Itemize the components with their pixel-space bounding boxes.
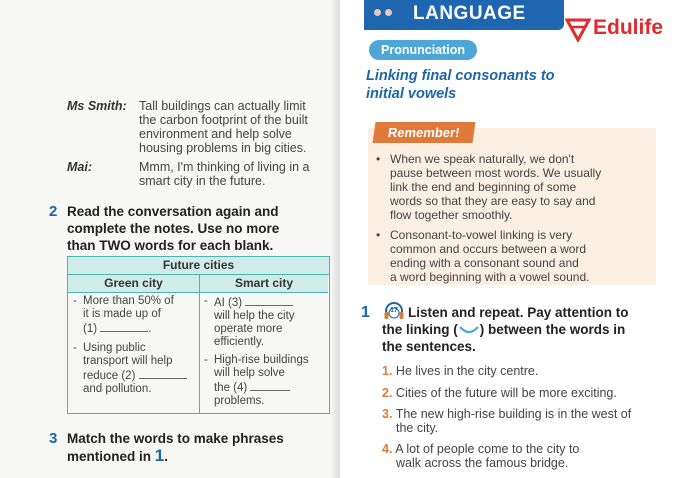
instruction-text: mentioned in <box>67 449 151 464</box>
instruction-line <box>67 447 332 465</box>
green-city-note-1 <box>73 295 197 337</box>
note-line: High-rise buildings <box>214 354 309 366</box>
speech-line: housing problems in big cities. <box>139 141 307 155</box>
note-line: problems. <box>214 395 265 407</box>
note-text <box>83 295 174 336</box>
bullet-line: pause between most words. We usually <box>390 166 602 180</box>
blank-number: the (4) <box>214 382 248 394</box>
bullet-text <box>390 228 648 284</box>
note-line: it is made up of <box>83 308 161 320</box>
note-text <box>214 295 295 349</box>
blank-number: (1) <box>83 323 98 335</box>
exercise-reference: 1 <box>154 446 165 465</box>
sentence-number: 3. <box>382 407 393 421</box>
dash-marker: - <box>73 342 77 354</box>
pronunciation-title <box>366 67 666 103</box>
sentence-number: 2. <box>382 386 393 400</box>
speech-text <box>139 160 335 188</box>
column-divider <box>199 275 200 413</box>
dash-marker: - <box>204 354 208 366</box>
exercise-1-number: 1 <box>361 304 370 321</box>
note-line: will help solve <box>214 367 285 379</box>
note-line-with-blank <box>214 295 295 310</box>
answer-blank-2[interactable] <box>139 368 187 379</box>
sentence-number: 4. <box>382 442 393 456</box>
punctuation: . <box>164 449 168 464</box>
remember-label: Remember! <box>373 122 475 143</box>
remember-box <box>368 125 656 285</box>
instruction-line <box>382 321 692 338</box>
bullet-line: link the end and beginning of some <box>390 180 577 194</box>
sentence-text: walk across the famous bridge. <box>396 456 569 470</box>
sentence-text: the city. <box>396 421 439 435</box>
section-title: LANGUAGE <box>413 3 526 24</box>
future-cities-table <box>67 256 330 414</box>
instruction-line: Match the words to make phrases <box>67 431 284 446</box>
audio-track-number: 17 <box>390 307 398 314</box>
bullet-line: Consonant-to-vowel linking is very <box>390 228 573 242</box>
pronunciation-label: Pronunciation <box>369 40 477 60</box>
sentence-2 <box>382 386 682 400</box>
dialogue-ms-smith <box>67 99 337 157</box>
sentence-1 <box>382 364 682 378</box>
left-page <box>0 0 340 478</box>
sentence-text: The new high-rise building is in the west of <box>395 407 632 421</box>
sentence-3 <box>382 407 682 435</box>
edulife-logo-icon <box>565 18 591 42</box>
note-line: efficiently. <box>214 336 265 348</box>
instruction-line: Listen and repeat. Pay attention to <box>408 305 629 320</box>
instruction-line: complete the notes. Use no more <box>67 221 280 236</box>
speech-line: Tall buildings can actually limit <box>139 99 306 113</box>
blank-number: reduce (2) <box>83 370 136 382</box>
logo-text: Edulife <box>593 16 664 39</box>
exercise-1-instruction <box>382 304 692 355</box>
table-title: Future cities <box>68 257 329 275</box>
punctuation: . <box>148 323 152 335</box>
note-text <box>83 342 187 396</box>
sentence-text: Cities of the future will be more exciting. <box>395 386 617 400</box>
column-header-green-city: Green city <box>68 275 200 293</box>
bullet-text <box>390 152 648 222</box>
dash-marker: - <box>204 295 208 307</box>
speech-line: the carbon footprint of the built <box>139 113 308 127</box>
speech-text <box>139 99 335 155</box>
note-line-with-blank <box>83 368 187 383</box>
note-line: Using public <box>83 342 146 354</box>
note-line: operate more <box>214 323 283 335</box>
smart-city-note-2 <box>204 354 328 410</box>
answer-blank-3[interactable] <box>245 295 293 306</box>
instruction-text: ) between the words in <box>479 322 626 337</box>
speech-line: Mmm, I'm thinking of living in a <box>139 160 310 174</box>
edulife-logo <box>565 16 700 46</box>
sentence-text: A lot of people come to the city to <box>395 442 580 456</box>
speech-line: environment and help solve <box>139 127 292 141</box>
note-line-with-blank <box>83 321 174 336</box>
bullet-line: a word beginning with a vowel sound. <box>390 270 590 284</box>
speaker-name: Ms Smith: <box>67 99 127 113</box>
sentence-text: He lives in the city centre. <box>395 364 539 378</box>
instruction-line: the sentences. <box>382 339 476 354</box>
dialogue-mai <box>67 160 337 190</box>
green-city-note-2 <box>73 342 197 398</box>
bullet-dot: • <box>376 228 381 242</box>
instruction-line: Read the conversation again and <box>67 204 279 219</box>
exercise-2-instruction <box>67 203 332 254</box>
title-line: initial vowels <box>366 86 457 102</box>
speech-line: smart city in the future. <box>139 174 266 188</box>
speaker-name: Mai: <box>67 160 92 174</box>
bullet-line: ending with a consonant sound and <box>390 256 579 270</box>
note-text <box>214 354 309 408</box>
exercise-3-number: 3 <box>49 430 58 447</box>
note-line: will help the city <box>214 310 295 322</box>
note-line: More than 50% of <box>83 295 174 307</box>
exercise-2-number: 2 <box>49 203 58 220</box>
dash-marker: - <box>73 295 77 307</box>
language-banner <box>364 0 564 30</box>
title-line: Linking final consonants to <box>366 68 555 84</box>
blank-number: AI (3) <box>214 297 243 309</box>
bullet-line: When we speak naturally, we don't <box>390 152 575 166</box>
answer-blank-1[interactable] <box>100 321 148 332</box>
bullet-dot: • <box>376 152 381 166</box>
exercise-3-instruction <box>67 430 332 465</box>
dot-decoration <box>385 9 392 16</box>
linking-mark-icon <box>458 325 480 335</box>
instruction-line: than TWO words for each blank. <box>67 238 274 253</box>
note-line-with-blank <box>214 380 309 395</box>
bullet-line: words so that they are easy to say and <box>390 194 596 208</box>
instruction-text: the linking ( <box>382 322 458 337</box>
smart-city-note-1 <box>204 295 328 351</box>
bullet-line: common and occurs between a word <box>390 242 587 256</box>
dot-decoration <box>374 9 381 16</box>
sentence-4 <box>382 442 682 470</box>
bullet-line: flow together smoothly. <box>390 208 513 222</box>
sentence-number: 1. <box>382 364 393 378</box>
note-line: and pollution. <box>83 383 152 395</box>
answer-blank-4[interactable] <box>250 380 290 391</box>
note-line: transport will help <box>83 355 173 367</box>
column-header-smart-city: Smart city <box>200 275 328 293</box>
